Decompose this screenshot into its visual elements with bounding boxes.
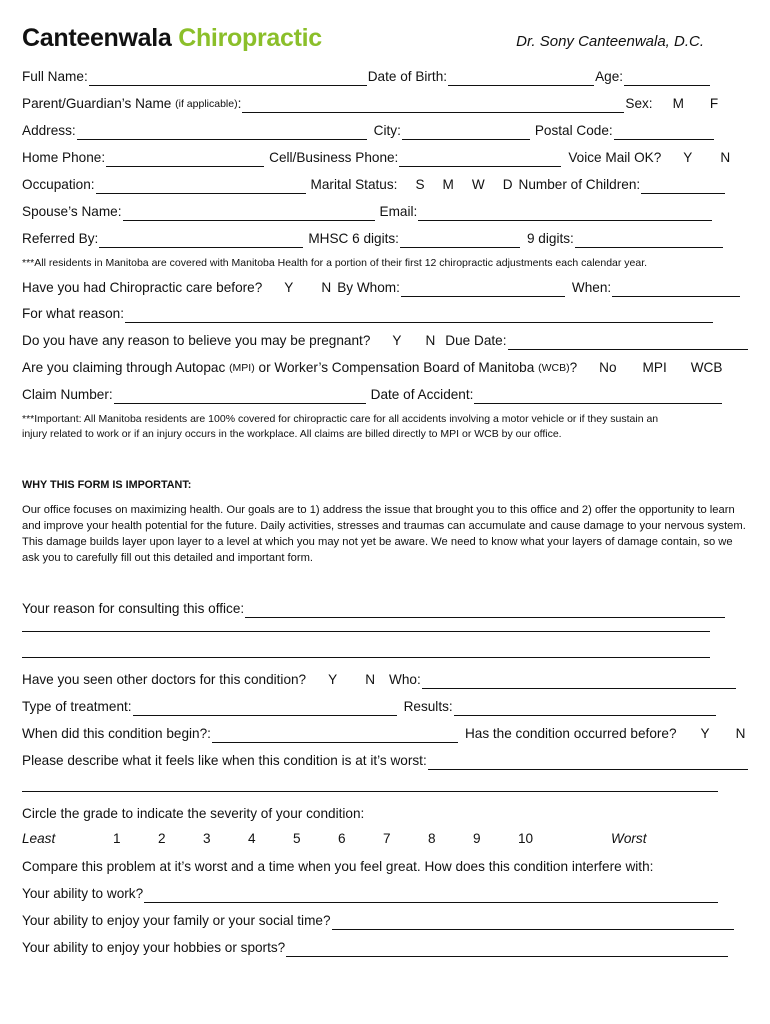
severity-grade-10[interactable]: 10 (518, 831, 534, 846)
ability-hobbies-field[interactable] (286, 942, 728, 957)
form-header (22, 24, 710, 58)
nine-digits-label: 9 digits: (526, 231, 574, 246)
email-field[interactable] (418, 206, 712, 221)
address-label: Address: (22, 123, 76, 138)
full-name-field[interactable] (89, 71, 367, 86)
row-name (22, 68, 722, 86)
condition-began-label: When did this condition begin?: (22, 726, 211, 741)
email-label: Email: (379, 204, 418, 219)
claiming-wcb-abbrev: (WCB) (538, 362, 570, 374)
due-date-label: Due Date: (445, 333, 507, 348)
row-treatment (22, 698, 722, 716)
ability-family-field[interactable] (332, 915, 734, 930)
claim-number-label: Claim Number: (22, 387, 113, 402)
row-compare (22, 858, 722, 876)
by-whom-label: By Whom: (337, 280, 400, 295)
treatment-label: Type of treatment: (22, 699, 132, 714)
city-label: City: (373, 123, 401, 138)
occurred-before-label: Has the condition occurred before? (464, 726, 677, 741)
referred-by-label: Referred By: (22, 231, 99, 246)
referred-by-field[interactable] (99, 233, 303, 248)
occurred-before-yes[interactable]: Y (700, 726, 710, 741)
cell-phone-label: Cell/Business Phone: (269, 150, 399, 165)
who-field[interactable] (422, 674, 736, 689)
claiming-label: Are you claiming through Autopac (22, 360, 226, 375)
guardian-note: (if applicable) (175, 98, 238, 110)
scale-worst-label: Worst (611, 831, 647, 846)
claiming-label-2: or Worker’s Compensation Board of Manitoba (258, 360, 535, 375)
when-field[interactable] (612, 282, 740, 297)
why-heading: WHY THIS FORM IS IMPORTANT: (22, 479, 192, 491)
due-date-field[interactable] (508, 335, 748, 350)
mhsc-field[interactable] (400, 233, 520, 248)
voicemail-no[interactable]: N (720, 150, 731, 165)
row-referred (22, 230, 722, 248)
severity-grade-2[interactable]: 2 (158, 831, 166, 846)
severity-grade-6[interactable]: 6 (338, 831, 346, 846)
what-reason-label: For what reason: (22, 306, 124, 321)
row-phone (22, 149, 731, 167)
home-phone-label: Home Phone: (22, 150, 106, 165)
row-ability-hobbies (22, 939, 722, 957)
pregnant-no[interactable]: N (425, 333, 436, 348)
row-describe-worst (22, 752, 722, 770)
guardian-label: Parent/Guardian’s Name (22, 96, 172, 111)
date-accident-field[interactable] (474, 389, 722, 404)
severity-grade-8[interactable]: 8 (428, 831, 436, 846)
chiro-before-yes[interactable]: Y (284, 280, 294, 295)
reason-consulting-field[interactable] (245, 603, 725, 618)
describe-worst-field[interactable] (428, 755, 748, 770)
row-ability-work (22, 885, 722, 903)
other-doctors-no[interactable]: N (365, 672, 376, 687)
severity-grade-9[interactable]: 9 (473, 831, 481, 846)
row-spouse (22, 203, 722, 221)
marital-option-w[interactable]: W (471, 177, 485, 192)
sex-label: Sex: (625, 96, 653, 111)
what-reason-field[interactable] (125, 308, 713, 323)
marital-status-label: Marital Status: (310, 177, 398, 192)
describe-blank-line[interactable] (22, 791, 718, 792)
ability-work-field[interactable] (144, 888, 718, 903)
reason-blank-line-1[interactable] (22, 631, 710, 632)
occupation-field[interactable] (96, 179, 306, 194)
ability-family-label: Your ability to enjoy your family or your social time? (22, 913, 331, 928)
ability-hobbies-label: Your ability to enjoy your hobbies or sports? (22, 940, 286, 955)
row-claim-number (22, 386, 722, 404)
severity-grade-3[interactable]: 3 (203, 831, 211, 846)
row-condition-began (22, 725, 746, 743)
brand-name-part2: Chiropractic (178, 24, 322, 52)
date-accident-label: Date of Accident: (370, 387, 474, 402)
claiming-mpi-abbrev: (MPI) (229, 362, 255, 374)
children-label: Number of Children: (518, 177, 641, 192)
occupation-label: Occupation: (22, 177, 95, 192)
when-label: When: (571, 280, 612, 295)
reason-blank-line-2[interactable] (22, 657, 710, 658)
clinic-logo (22, 24, 322, 53)
marital-option-d[interactable]: D (502, 177, 513, 192)
claim-number-field[interactable] (114, 389, 366, 404)
ability-work-label: Your ability to work? (22, 886, 144, 901)
row-address (22, 122, 722, 140)
city-field[interactable] (402, 125, 530, 140)
describe-worst-label: Please describe what it feels like when this condition is at it’s worst: (22, 753, 427, 768)
condition-began-field[interactable] (212, 728, 458, 743)
age-label: Age: (595, 69, 624, 84)
spouse-name-label: Spouse’s Name: (22, 204, 122, 219)
severity-scale (22, 831, 722, 849)
occurred-before-no[interactable]: N (735, 726, 746, 741)
row-circle-grade (22, 805, 722, 823)
brand-name-part1: Canteenwala (22, 24, 172, 52)
claim-option-mpi[interactable]: MPI (642, 360, 667, 375)
sex-option-f[interactable]: F (709, 96, 719, 111)
guardian-colon: : (237, 96, 242, 111)
pregnant-yes[interactable]: Y (392, 333, 402, 348)
mhsc-label: MHSC 6 digits: (308, 231, 399, 246)
severity-grade-4[interactable]: 4 (248, 831, 256, 846)
home-phone-field[interactable] (106, 152, 264, 167)
reason-consulting-label: Your reason for consulting this office: (22, 601, 245, 616)
why-paragraph: Our office focuses on maximizing health. Our goals are to 1) address the issue that brought you to this office and 2) offer the opportunity to learn and improve your health potential for the future. Daily activities, stresses and traumas can accumulate and cause damage to your nervous system. This damage builds layer upon layer to a level at which you may not yet be aware. We need to know what your layers of damage contain, so we ask you to carefully fill out this detailed and important form. (22, 504, 746, 564)
scale-least-label: Least (22, 831, 56, 846)
severity-grade-5[interactable]: 5 (293, 831, 301, 846)
marital-option-m[interactable]: M (442, 177, 454, 192)
claim-option-no[interactable]: No (599, 360, 617, 375)
doctor-name: Dr. Sony Canteenwala, D.C. (516, 33, 704, 50)
results-field[interactable] (454, 701, 716, 716)
row-pregnant (22, 332, 722, 350)
important-coverage-note: ***Important: All Manitoba residents are 100% covered for chiropractic care for all accidents involving a motor vehicle or if they sustain an injury related to work or if an injury occurs in the workplace. All claims are billed directly to MPI or WCB by our office. (22, 413, 659, 440)
dob-label: Date of Birth: (367, 69, 448, 84)
row-what-reason (22, 305, 722, 323)
row-guardian (22, 95, 722, 113)
dob-field[interactable] (448, 71, 594, 86)
row-ability-family (22, 912, 722, 930)
nine-digits-field[interactable] (575, 233, 723, 248)
address-field[interactable] (77, 125, 367, 140)
row-other-doctors (22, 671, 722, 689)
compare-label: Compare this problem at it’s worst and a time when you feel great. How does this condition interfere with: (22, 859, 654, 874)
postal-code-field[interactable] (614, 125, 714, 140)
chiro-before-no[interactable]: N (321, 280, 332, 295)
who-label: Who: (389, 672, 421, 687)
cell-phone-field[interactable] (399, 152, 561, 167)
age-field[interactable] (624, 71, 710, 86)
pregnant-label: Do you have any reason to believe you may be pregnant? (22, 333, 371, 348)
full-name-label: Full Name: (22, 69, 88, 84)
row-chiro-before (22, 279, 722, 297)
guardian-field[interactable] (242, 98, 624, 113)
results-label: Results: (403, 699, 453, 714)
severity-grade-7[interactable]: 7 (383, 831, 391, 846)
severity-grade-1[interactable]: 1 (113, 831, 121, 846)
row-reason-consulting (22, 600, 722, 618)
other-doctors-label: Have you seen other doctors for this condition? (22, 672, 307, 687)
row-occupation (22, 176, 722, 194)
voicemail-label: Voice Mail OK? (568, 150, 662, 165)
by-whom-field[interactable] (401, 282, 565, 297)
children-field[interactable] (641, 179, 725, 194)
manitoba-health-note: ***All residents in Manitoba are covered with Manitoba Health for a portion of their first 12 chiropractic adjustments each calendar year. (22, 257, 648, 269)
chiro-before-label: Have you had Chiropractic care before? (22, 280, 263, 295)
treatment-field[interactable] (133, 701, 397, 716)
claim-option-wcb[interactable]: WCB (690, 360, 723, 375)
sex-option-m[interactable]: M (672, 96, 684, 111)
spouse-name-field[interactable] (123, 206, 375, 221)
marital-option-s[interactable]: S (415, 177, 425, 192)
claiming-question-mark: ? (569, 360, 578, 375)
row-claiming (22, 359, 722, 377)
other-doctors-yes[interactable]: Y (328, 672, 338, 687)
circle-grade-label: Circle the grade to indicate the severity of your condition: (22, 806, 365, 821)
voicemail-yes[interactable]: Y (683, 150, 693, 165)
postal-code-label: Postal Code: (534, 123, 613, 138)
